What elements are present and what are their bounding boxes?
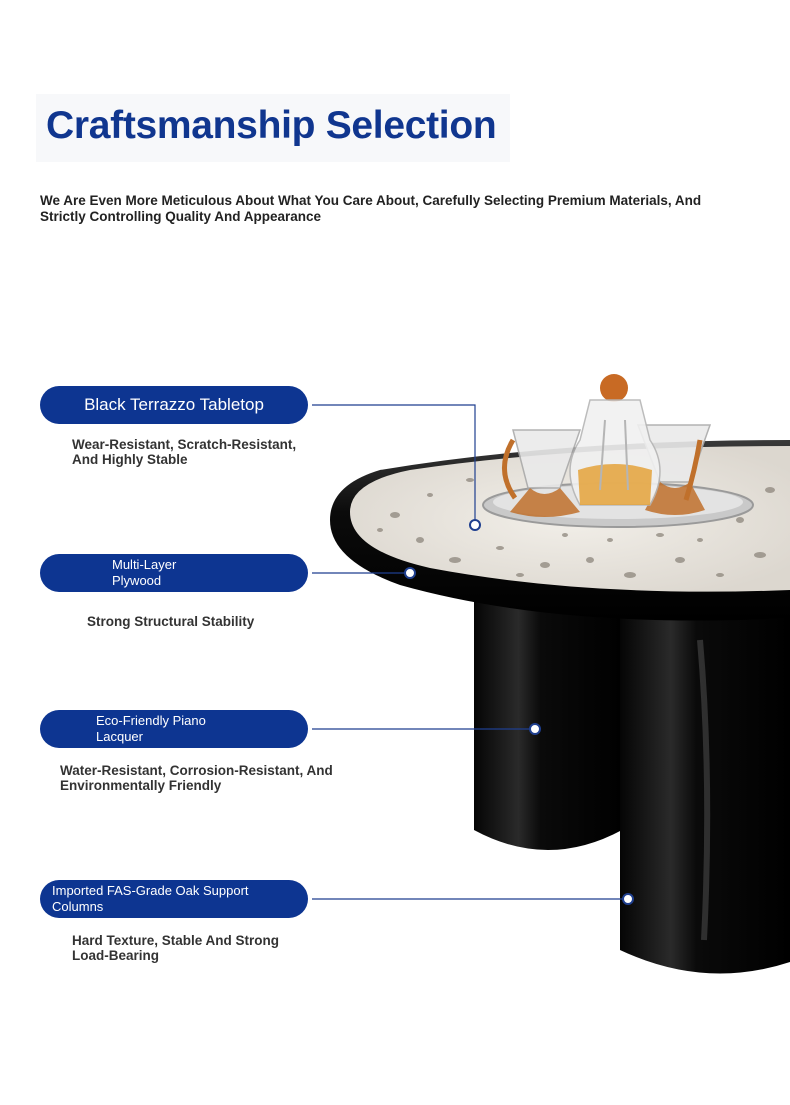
feature-label-oak-columns [40, 880, 308, 918]
feature-desc-line: Hard Texture, Stable And Strong [72, 933, 280, 948]
feature-label-line: Multi-Layer [112, 557, 177, 572]
feature-desc-multilayer-plywood: Strong Structural Stability [87, 614, 255, 629]
feature-desc-piano-lacquer [60, 763, 333, 793]
feature-desc-oak-columns [72, 933, 279, 963]
feature-label-line: Lacquer [96, 729, 143, 744]
feature-label-multilayer-plywood [40, 554, 308, 592]
feature-label-text: Black Terrazzo Tabletop [84, 395, 264, 414]
feature-desc-terrazzo-tabletop [72, 437, 296, 467]
feature-desc-line: Water-Resistant, Corrosion-Resistant, And [60, 763, 333, 778]
feature-label-terrazzo-tabletop [40, 386, 308, 424]
page-subtitle: We Are Even More Meticulous About What You Care About, Carefully Selecting Premium Materials, And Strictly Controlling Quality And Appearance [40, 193, 702, 224]
page-title: Craftsmanship Selection [36, 94, 510, 162]
feature-desc-line: And Highly Stable [72, 452, 188, 467]
feature-label-line: Plywood [112, 573, 162, 588]
glass-teapot [570, 374, 660, 505]
feature-desc-line: Wear-Resistant, Scratch-Resistant, [72, 437, 297, 452]
table-leg-back [474, 600, 622, 850]
feature-label-line: Eco-Friendly Piano [96, 713, 206, 728]
feature-desc-line: Environmentally Friendly [60, 778, 222, 793]
feature-label-line: Imported FAS-Grade Oak Support [52, 883, 249, 898]
feature-label-line: Columns [52, 899, 104, 914]
feature-desc-line: Load-Bearing [72, 948, 160, 963]
feature-label-piano-lacquer [40, 710, 308, 748]
